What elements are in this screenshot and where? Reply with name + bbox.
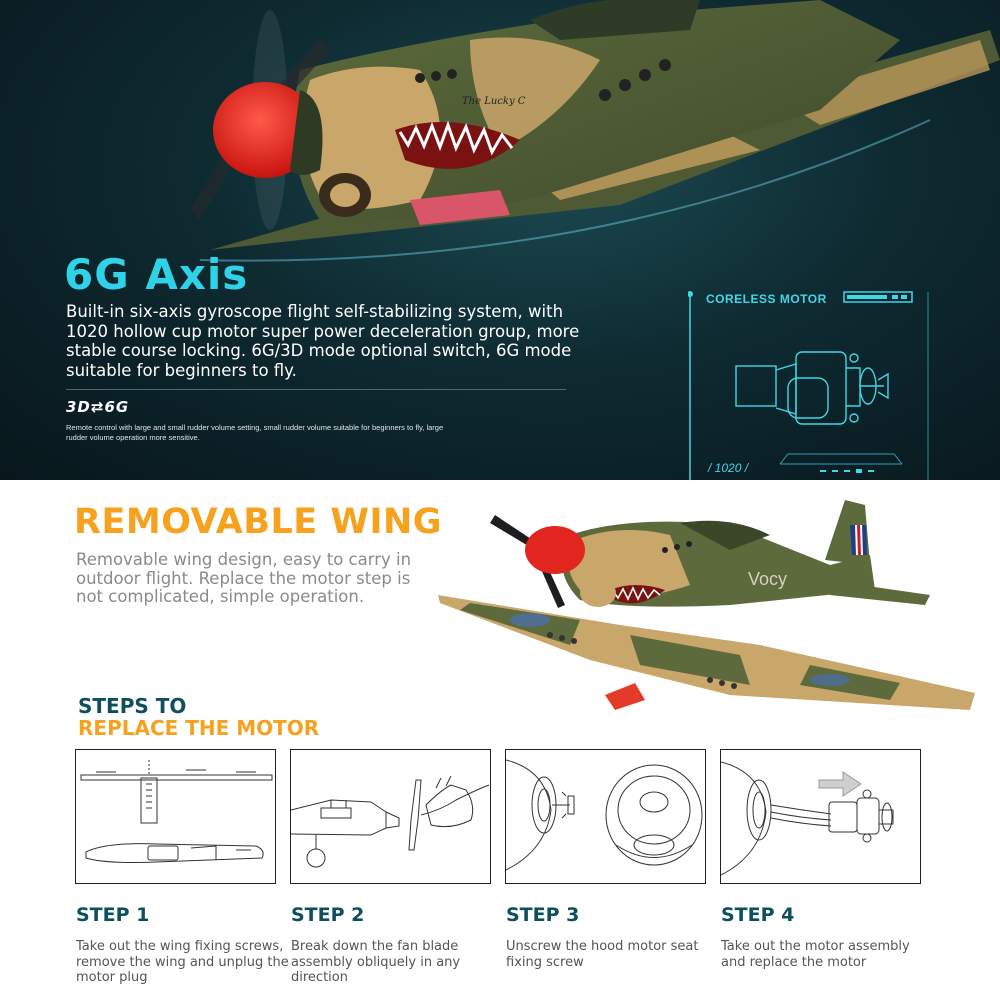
step-4-label: STEP 4 (721, 904, 795, 926)
step-3-diagram (505, 749, 706, 884)
steps-heading-line2: REPLACE THE MOTOR (78, 716, 320, 740)
step-1-diagram (75, 749, 276, 884)
step-4-description: Take out the motor assembly and replace the motor (721, 939, 910, 970)
wing-description: Removable wing design, easy to carry in outdoor flight. Replace the motor step is not complicated, simple operation. (76, 550, 412, 606)
plane-tail-text: Vocy (748, 569, 788, 589)
motor-diagram-icon (688, 288, 932, 480)
hero-section (0, 0, 1000, 480)
step-3-description: Unscrew the hood motor seat fixing screw (506, 939, 699, 970)
plane-nose-text: The Lucky C (462, 96, 526, 107)
step-1-description: Take out the wing fixing screws, remove the wing and unplug the motor plug (76, 939, 289, 985)
hood-screw-diagram-icon (506, 750, 706, 884)
mode-note: Remote control with large and small rudder volume setting, small rudder volume suitable for beginners to fly, large rudder volume operation more sensitive. (66, 423, 444, 442)
step-2-diagram (290, 749, 491, 884)
step-2-description: Break down the fan blade assembly obliquely in any direction (291, 939, 461, 985)
propeller-removal-diagram-icon (291, 750, 491, 884)
disassembled-plane-image (430, 495, 990, 725)
mode-switch-badge: 3D⇄6G (66, 398, 130, 416)
hero-description: Built-in six-axis gyroscope flight self-stabilizing system, with 1020 hollow cup motor super power deceleration group, more stable course locking. 6G/3D mode optional switch, 6G mode suitable for beginners to fly. (66, 302, 580, 380)
coreless-motor-panel (688, 288, 932, 480)
step-1-label: STEP 1 (76, 904, 150, 926)
wing-removal-diagram-icon (76, 750, 276, 884)
steps-heading-line1: STEPS TO (78, 694, 187, 718)
hero-divider (66, 389, 566, 390)
motor-code: / 1020 / (708, 461, 749, 475)
hero-title: 6G Axis (64, 250, 249, 299)
motor-panel-title: CORELESS MOTOR (706, 292, 827, 306)
step-2-label: STEP 2 (291, 904, 365, 926)
wing-title: REMOVABLE WING (74, 502, 443, 542)
step-4-diagram (720, 749, 921, 884)
step-3-label: STEP 3 (506, 904, 580, 926)
motor-replace-diagram-icon (721, 750, 921, 884)
